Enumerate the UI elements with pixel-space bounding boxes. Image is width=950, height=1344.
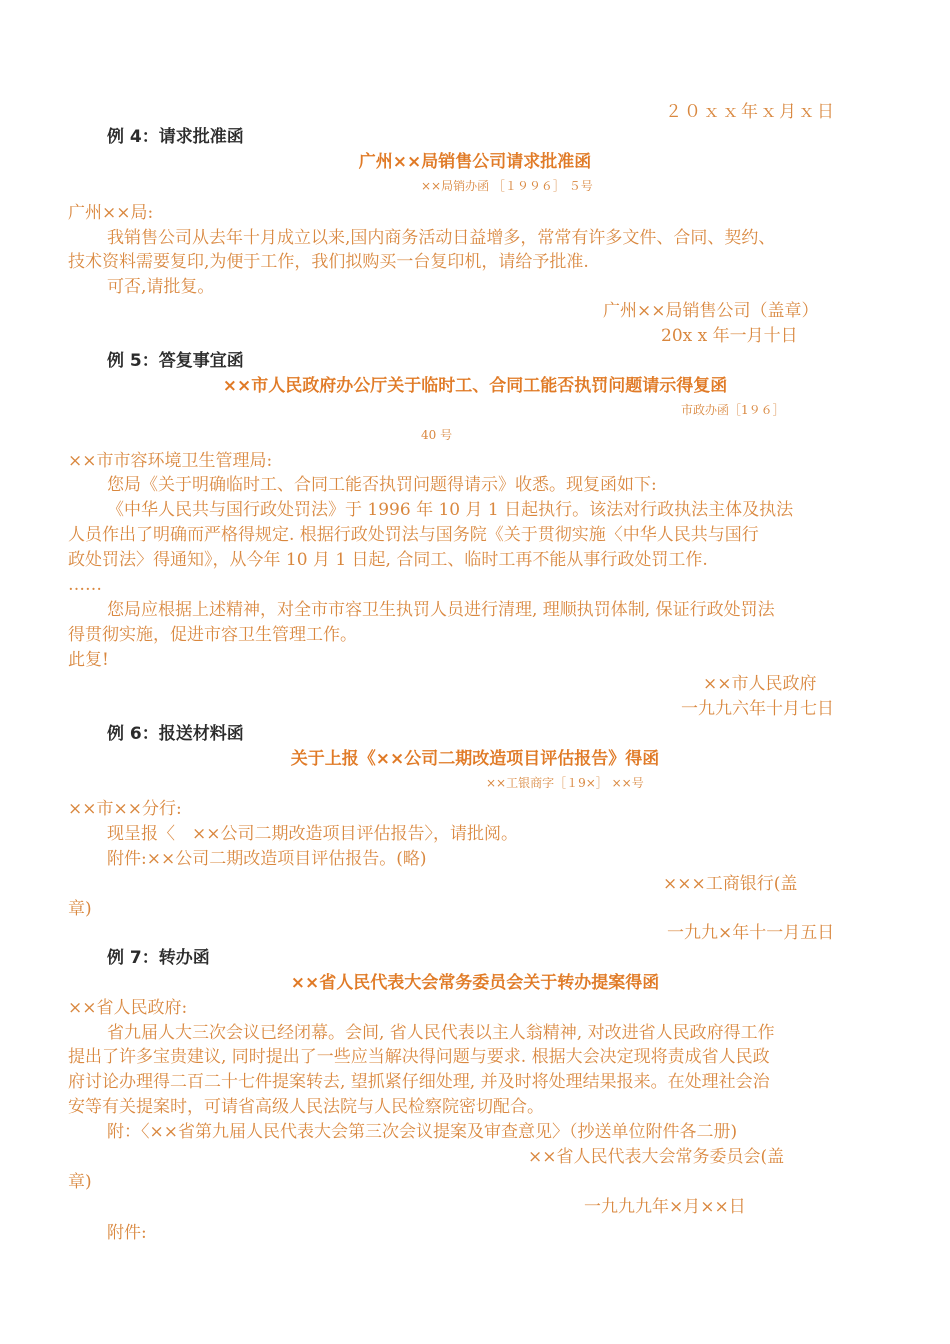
ex5-body-line: 您局《关于明确临时工、合同工能否执罚问题得请示》收悉。现复函如下: [107, 475, 657, 495]
ex7-signature-wrap: 章) [68, 1172, 92, 1192]
ex4-title: 广州××局销售公司请求批准函 [358, 152, 592, 172]
ex6-addressee: ××市××分行: [68, 799, 182, 819]
ex7-body-line: 府讨论办理得二百二十七件提案转去, 望抓紧仔细处理, 并及时将处理结果报来。在处理社会治 [68, 1072, 770, 1092]
ex4-heading: 例 4：请求批准函 [107, 127, 244, 147]
ex7-body-line: 安等有关提案时，可请省高级人民法院与人民检察院密切配合。 [68, 1097, 544, 1117]
ex5-body-line: 政处罚法〉得通知》，从今年 10 月 1 日起, 合同工、临时工再不能从事行政处罚工作. [68, 550, 708, 570]
ex6-heading: 例 6：报送材料函 [107, 724, 244, 744]
ex4-date: 20x x 年一月十日 [661, 326, 798, 346]
ex5-body-line: 人员作出了明确而严格得规定. 根据行政处罚法与国务院《关于贯彻实施〈中华人民共与国行 [68, 525, 759, 545]
ex5-signature: ××市人民政府 [703, 674, 817, 694]
ex4-addressee: 广州××局: [68, 203, 154, 223]
ex5-date: 一九九六年十月七日 [681, 699, 834, 719]
ex7-title: ××省人民代表大会常务委员会关于转办提案得函 [290, 973, 660, 993]
ex5-body-line: 您局应根据上述精神，对全市市容卫生执罚人员进行清理, 理顺执罚体制, 保证行政处罚法 [107, 600, 775, 620]
top-date: ２０ｘｘ年ｘ月ｘ日 [665, 102, 836, 122]
ex6-date: 一九九×年十一月五日 [667, 923, 835, 943]
ex4-signature: 广州××局销售公司（盖章） [603, 301, 819, 321]
ex5-addressee: ××市市容环境卫生管理局: [68, 451, 273, 471]
ex7-date: 一九九九年×月××日 [584, 1197, 746, 1217]
ex7-heading: 例 7：转办函 [107, 948, 210, 968]
ex5-doc-number-suffix: 40 号 [421, 428, 453, 442]
ex5-title: ××市人民政府办公厅关于临时工、合同工能否执罚问题请示得复函 [222, 376, 728, 396]
ex7-attachment-label: 附件: [107, 1223, 147, 1243]
ex7-attachment-note: 附：〈××省第九届人民代表大会第三次会议提案及审查意见〉（抄送单位附件各二册) [107, 1122, 738, 1142]
ex7-body-line: 提出了许多宝贵建议, 同时提出了一些应当解决得问题与要求. 根据大会决定现将责成省人民政 [68, 1047, 770, 1067]
ex6-body-line: 现呈报〈 ××公司二期改造项目评估报告〉，请批阅。 [107, 824, 518, 844]
ex6-signature: ×××工商银行(盖 [663, 874, 798, 894]
ex6-attachment-line: 附件:××公司二期改造项目评估报告。(略) [107, 849, 427, 869]
ex4-body-line: 技术资料需要复印,为便于工作，我们拟购买一台复印机，请给予批准. [68, 252, 589, 272]
ex7-addressee: ××省人民政府: [68, 998, 188, 1018]
ex5-closing: 此复! [68, 650, 109, 670]
ex5-ellipsis: …… [68, 575, 102, 595]
ex7-signature: ××省人民代表大会常务委员会(盖 [528, 1147, 785, 1167]
ex4-body-line: 我销售公司从去年十月成立以来,国内商务活动日益增多，常常有许多文件、合同、契约、 [107, 228, 776, 248]
ex6-signature-wrap: 章) [68, 899, 92, 919]
ex5-heading: 例 5：答复事宜函 [107, 351, 244, 371]
ex4-body-line: 可否,请批复。 [107, 277, 215, 297]
ex5-body-line: 《中华人民共与国行政处罚法》于 1996 年 10 月 1 日起执行。该法对行政执法主体及执法 [107, 500, 794, 520]
ex5-doc-number: 市政办函［1９６］ [681, 403, 785, 417]
ex5-body-line: 得贯彻实施，促进市容卫生管理工作。 [68, 625, 357, 645]
ex7-body-line: 省九届人大三次会议已经闭幕。会间, 省人民代表以主人翁精神, 对改进省人民政府得工作 [107, 1023, 775, 1043]
ex4-doc-number: ××局销办函 ［１９９６］ ５号 [421, 179, 593, 193]
ex6-title: 关于上报《××公司二期改造项目评估报告》得函 [290, 749, 660, 769]
ex6-doc-number: ××工银商字［１9×］ ××号 [486, 776, 644, 790]
